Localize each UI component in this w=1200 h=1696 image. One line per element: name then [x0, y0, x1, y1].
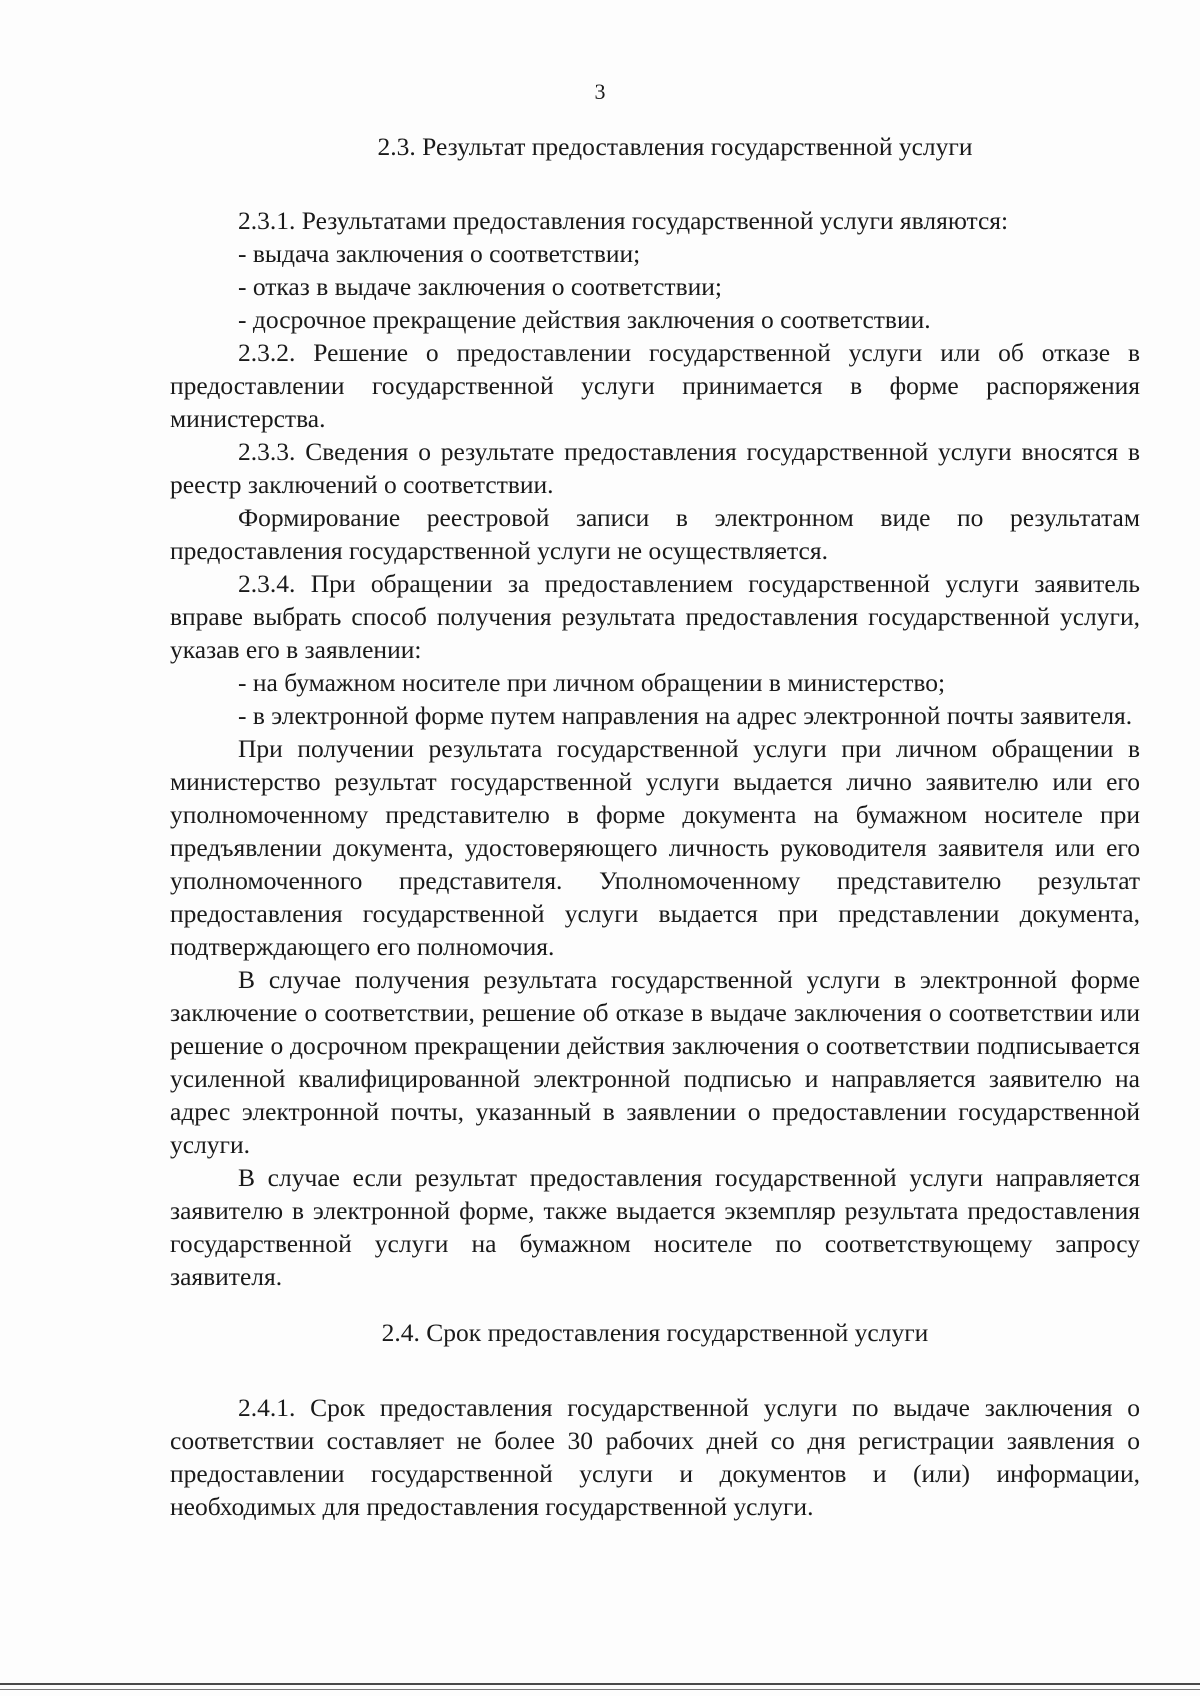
- section-heading-2-3: 2.3. Результат предоставления государственной услуги: [377, 132, 973, 161]
- scan-edge-line: [0, 1683, 1200, 1685]
- scan-edge-line: [0, 1689, 1200, 1690]
- document-body: [170, 130, 1140, 1523]
- list-item: - отказ в выдаче заключения о соответствии;: [238, 272, 722, 301]
- paragraph-2-3-2: 2.3.2. Решение о предоставлении государственной услуги или об отказе в предоставлении государственной услуги принимается в форме распоряжения министерства.: [170, 338, 1140, 433]
- paragraph-electronic-receipt: В случае получения результата государственной услуги в электронной форме заключение о соответствии, решение об отказе в выдаче заключения о соответствии или решение о досрочном прекращении действия заключения о соответствии подписывается усиленной квалифицированной электронной подписью и направляется заявителю на адрес электронной почты, указанный в заявлении о предоставлении государственной услуги.: [170, 965, 1140, 1159]
- paragraph-personal-receipt: При получении результата государственной услуги при личном обращении в министерство результат государственной услуги выдается лично заявителю или его уполномоченному представителю в форме документа на бумажном носителе при предъявлении документа, удостоверяющего личность руководителя заявителя или его уполномоченного представителя. Уполномоченному представителю результат предоставления государственной услуги выдается при представлении документа, подтверждающего его полномочия.: [170, 734, 1140, 961]
- paragraph-paper-copy: В случае если результат предоставления государственной услуги направляется заявителю в электронной форме, также выдается экземпляр результата предоставления государственной услуги на бумажном носителе по соответствующему запросу заявителя.: [170, 1163, 1140, 1291]
- paragraph-2-4-1: 2.4.1. Срок предоставления государственной услуги по выдаче заключения о соответствии составляет не более 30 рабочих дней со дня регистрации заявления о предоставлении государственной услуги и документов и (или) информации, необходимых для предоставления государственной услуги.: [170, 1393, 1140, 1521]
- list-item: - на бумажном носителе при личном обращении в министерство;: [238, 668, 946, 697]
- list-item: - в электронной форме путем направления на адрес электронной почты заявителя.: [238, 701, 1133, 730]
- list-item: - выдача заключения о соответствии;: [238, 239, 641, 268]
- paragraph-2-3-4: 2.3.4. При обращении за предоставлением государственной услуги заявитель вправе выбрать способ получения результата предоставления государственной услуги, указав его в заявлении:: [170, 569, 1140, 664]
- paragraph-2-3-1-intro: 2.3.1. Результатами предоставления государственной услуги являются:: [238, 206, 1009, 235]
- section-heading-2-4: 2.4. Срок предоставления государственной услуги: [381, 1318, 929, 1347]
- paragraph-2-3-3: 2.3.3. Сведения о результате предоставления государственной услуги вносятся в реестр заключений о соответствии.: [170, 437, 1140, 499]
- paragraph-registry-record: Формирование реестровой записи в электронном виде по результатам предоставления государственной услуги не осуществляется.: [170, 503, 1140, 565]
- list-item: - досрочное прекращение действия заключения о соответствии.: [238, 305, 931, 334]
- page-number: 3: [594, 79, 606, 104]
